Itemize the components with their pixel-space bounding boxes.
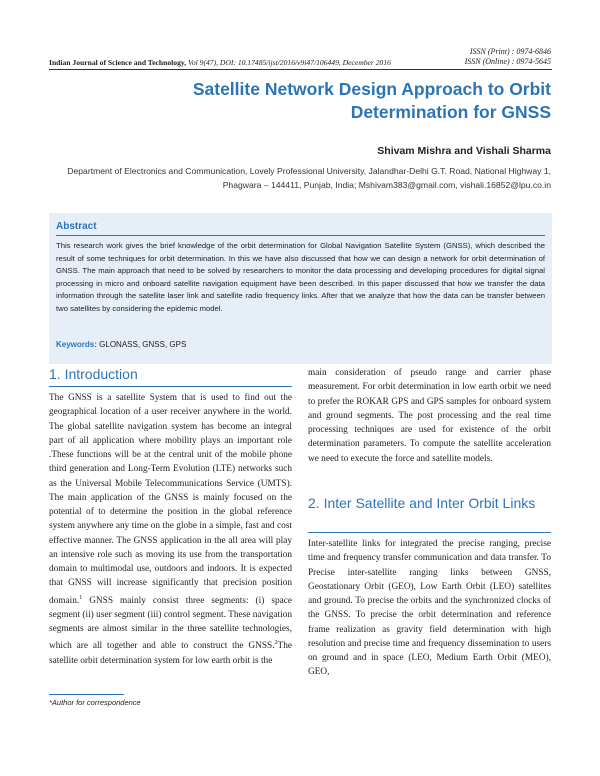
abstract-heading: Abstract [56, 221, 97, 232]
abstract-text: This research work gives the brief knowledge of the orbit determination for Global Navigation Satellite System (GNSS), which described the result of some techniques for orbit determination. In this we have also discussed that how we can design a network for orbit determination of GNSS. The main approach that need to be solved by researchers to monitor the data processing and developing procedures for digital signal processing in micro and onboard satellite navigation equipment have been described. In this paper discussed that how we transfer the data information through the satellite laser link and satellite radio frequency links. After that we analyze that how the data can be transfer between two satellites by considering the epidemic model. [56, 241, 545, 313]
section2-heading: 2. Inter Satellite and Inter Orbit Links [308, 495, 536, 511]
keywords-list: GLONASS, GNSS, GPS [99, 340, 187, 349]
keywords-line [56, 340, 186, 349]
section1-text-c: The satellite orbit determination system for low earth orbit is the [49, 641, 292, 666]
section1-text-b: GNSS mainly consist three segments: (i) space segment (ii) user segment (iii) control segment. These navigation segments are almost similar in the three satellite technologies, which are all together and able to construct the GNSS. [49, 595, 292, 652]
section1-body [49, 391, 292, 668]
paper-title: Satellite Network Design Approach to Orbit Determination for GNSS [192, 79, 551, 122]
citation-2: 2 [274, 640, 278, 647]
affiliation: Department of Electronics and Communication, Lovely Professional University, Jalandhar-Delhi G.T. Road, National Highway 1, Phagwara – 144411, Punjab, India; Mshivam383@gmail.com, vishali.16852@lpu.co.in [67, 166, 551, 190]
abstract-divider [56, 235, 545, 236]
journal-citation [49, 58, 391, 67]
issn-print: ISSN (Print) : 0974-6846 [469, 47, 551, 56]
section1-rule [49, 386, 292, 387]
author-list: Shivam Mishra and Vishali Sharma [377, 145, 551, 157]
section2-rule [308, 532, 551, 533]
section2-body: Inter-satellite links for integrated the precise ranging, precise time and frequency transfer communication and data transfer. To Precise inter-satellite ranging links between GNSS, Geostationary Orbit (GEO), Low Earth Orbit (LEO) satellites and ground. To precise the orbits and the synchronized clocks of the GNSS. To precise the orbit determination and reference frame realization as gravity field determination with high resolution and precise time and frequency dissemination to users on ground and in space (LEO, Medium Earth Orbit (MEO), GEO, [308, 539, 551, 678]
citation-1: 1 [79, 594, 83, 601]
journal-name: Indian Journal of Science and Technology, [49, 58, 187, 67]
header-rule [49, 69, 552, 70]
journal-details: Vol 9(47), DOI: 10.17485/ijst/2016/v9i47/106449, December 2016 [186, 58, 391, 67]
issn-block [465, 47, 551, 67]
footnote: *Author for correspondence [49, 698, 141, 707]
issn-online: ISSN (Online) : 0974-5645 [464, 57, 551, 66]
keywords-label: Keywords: [56, 340, 97, 349]
footnote-rule [49, 694, 124, 695]
section1-heading: 1. Introduction [49, 366, 138, 382]
section1-text-a: The GNSS is a satellite System that is used to find out the geographical location of a user receiver anywhere in the world. The global satellite navigation system has become an integral part of all application where mobility plays an important role .These functions will be at the central unit of the mobile phone third generation and Long-Term Evolution (LTE) networks such as the Universal Mobile Telecommunications Service (UMTS). The main application of the GNSS is mainly focused on the potential of to determine the position in the global reference system anywhere any time on the globe in a simple, fast and cost effective manner. The GNSS application in the all area will play an intensive role such as moving its use from the transportation domain to multimodal use, outdoors and indoors. It is expected that GNSS will increase significantly that precision position domain. [49, 393, 292, 606]
section1-continued: main consideration of pseudo range and carrier phase measurement. For orbit determination in low earth orbit we need to prefer the ROKAR GPS and GPS samples for onboard system and ground segments. The post processing and the real time processing techniques are used for existence of the orbit determination parameters. To compute the satellite acceleration we need to execute the force and satellite models. [308, 368, 551, 464]
